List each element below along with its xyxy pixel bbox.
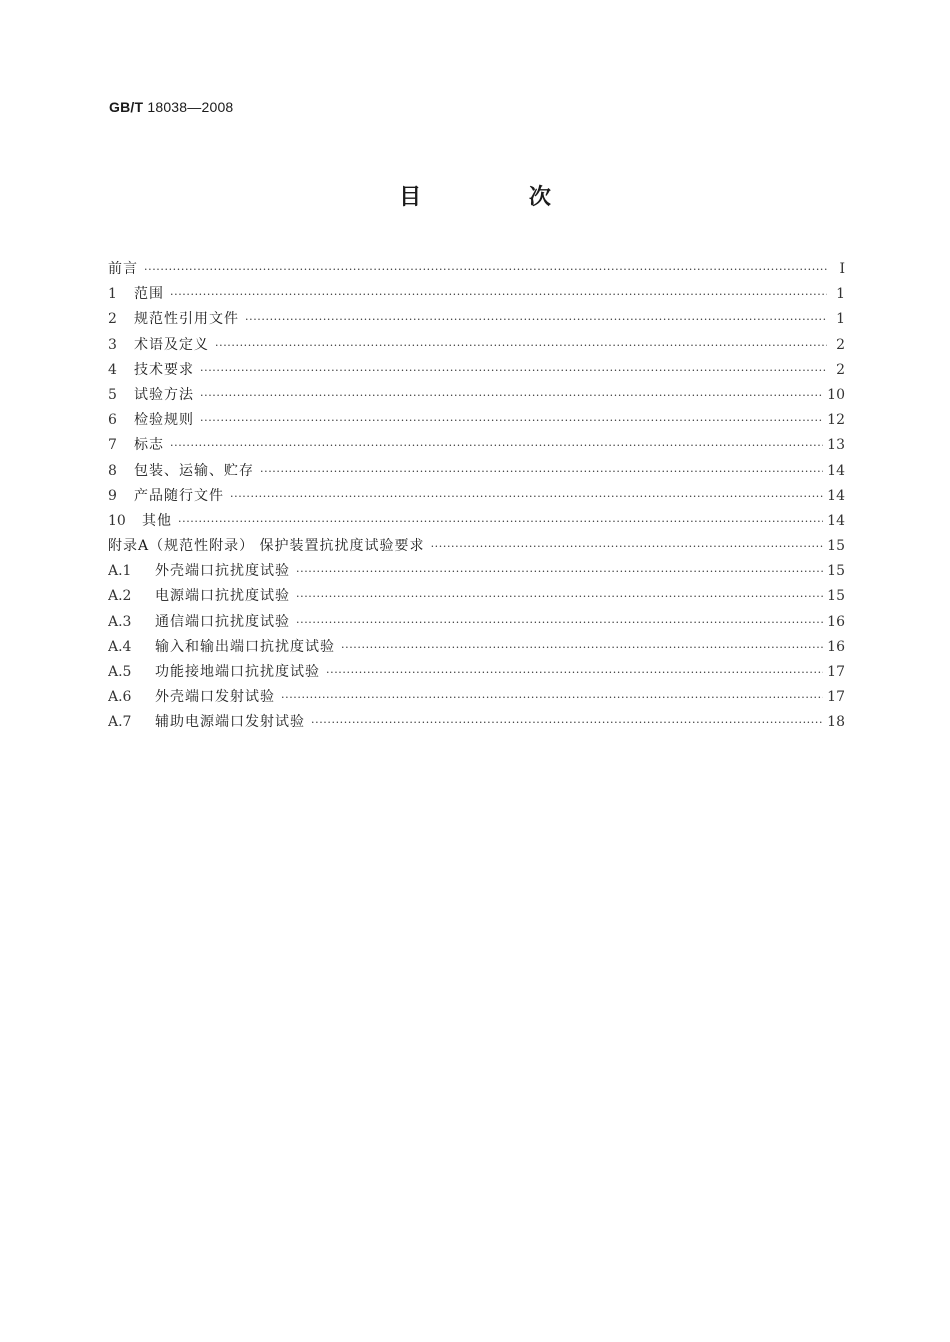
toc-entry-a7[interactable] <box>108 711 845 736</box>
dot-leader <box>178 515 823 528</box>
toc-entry-number: 3 <box>108 336 117 353</box>
toc-entry-number: 2 <box>108 311 117 328</box>
dot-leader <box>296 565 823 578</box>
toc-entry-page: 1 <box>836 311 845 328</box>
toc-entry-text: 技术要求 <box>134 361 194 378</box>
dot-leader <box>296 616 823 629</box>
toc-entry-text: 辅助电源端口发射试验 <box>155 714 305 731</box>
toc-entry-page: Ⅰ <box>839 261 845 277</box>
toc-entry-appendix-a[interactable] <box>108 535 845 560</box>
dot-leader <box>341 641 823 654</box>
toc-entry-number: A.7 <box>108 714 132 731</box>
dot-leader <box>311 716 823 729</box>
toc-entry-4[interactable] <box>108 359 845 384</box>
toc-entry-page: 17 <box>827 689 845 706</box>
toc-entry-text: 外壳端口发射试验 <box>155 689 275 706</box>
toc-entry-text: 标志 <box>134 437 164 454</box>
toc-entry-page: 15 <box>827 538 845 555</box>
toc-entry-1[interactable] <box>108 283 845 308</box>
toc-entry-text: 范围 <box>134 286 164 303</box>
toc-entry-page: 15 <box>827 563 845 580</box>
toc-entry-a5[interactable] <box>108 661 845 686</box>
toc-entry-a6[interactable] <box>108 686 845 711</box>
toc-entry-3[interactable] <box>108 334 845 359</box>
toc-entry-a4[interactable] <box>108 636 845 661</box>
toc-entry-text: 前言 <box>108 261 138 277</box>
toc-entry-text: 输入和输出端口抗扰度试验 <box>155 638 335 655</box>
toc-entry-2[interactable] <box>108 308 845 333</box>
toc-entry-9[interactable] <box>108 485 845 510</box>
toc-entry-number: A.5 <box>108 664 132 680</box>
toc-entry-page: 2 <box>836 361 845 378</box>
toc-entry-text: 规范性引用文件 <box>134 311 239 328</box>
dot-leader <box>144 263 827 276</box>
toc-entry-number: 4 <box>108 361 117 378</box>
toc-entry-text: 检验规则 <box>134 412 194 429</box>
toc-entry-page: 17 <box>827 664 845 680</box>
toc-entry-a3[interactable] <box>108 611 845 636</box>
toc-entry-text: 其他 <box>142 512 172 529</box>
toc-entry-page: 14 <box>827 512 845 529</box>
toc-entry-number: 5 <box>108 386 117 403</box>
toc-entry-number: A.6 <box>108 689 132 706</box>
toc-entry-a2[interactable] <box>108 585 845 610</box>
dot-leader <box>326 666 823 679</box>
dot-leader <box>281 691 823 704</box>
toc-entry-page: 18 <box>827 714 845 731</box>
toc-entry-page: 15 <box>827 588 845 605</box>
toc-entry-text: 功能接地端口抗扰度试验 <box>155 664 320 680</box>
dot-leader <box>215 339 827 352</box>
toc-entry-number: 7 <box>108 437 117 454</box>
standard-number: 18038—2008 <box>147 99 234 115</box>
toc-entry-preface[interactable] <box>108 258 845 283</box>
toc-entry-10[interactable] <box>108 510 845 535</box>
table-of-contents <box>108 258 845 737</box>
dot-leader <box>200 364 827 377</box>
toc-entry-number: 1 <box>108 286 117 303</box>
dot-leader <box>260 465 823 478</box>
dot-leader <box>200 389 823 402</box>
toc-entry-page: 13 <box>827 437 845 454</box>
toc-entry-text: 电源端口抗扰度试验 <box>155 588 290 605</box>
toc-entry-page: 14 <box>827 487 845 504</box>
dot-leader <box>200 414 823 427</box>
toc-entry-text: 外壳端口抗扰度试验 <box>155 563 290 580</box>
toc-entry-number: A.3 <box>108 613 132 630</box>
dot-leader <box>230 490 823 503</box>
dot-leader <box>170 288 827 301</box>
toc-entry-number: 10 <box>108 512 126 529</box>
toc-entry-text: 附录A（规范性附录） 保护装置抗扰度试验要求 <box>108 538 425 555</box>
toc-entry-number: A.2 <box>108 588 132 605</box>
toc-entry-page: 2 <box>836 336 845 353</box>
toc-entry-number: 6 <box>108 412 117 429</box>
toc-entry-7[interactable] <box>108 434 845 459</box>
toc-entry-text: 包装、运输、贮存 <box>134 462 254 479</box>
toc-entry-number: A.1 <box>108 563 132 580</box>
page-title: 目 次 <box>399 185 601 210</box>
toc-entry-page: 10 <box>827 386 845 403</box>
toc-entry-text: 通信端口抗扰度试验 <box>155 613 290 630</box>
toc-entry-5[interactable] <box>108 384 845 409</box>
toc-entry-a1[interactable] <box>108 560 845 585</box>
toc-entry-text: 产品随行文件 <box>134 487 224 504</box>
dot-leader <box>296 590 823 603</box>
toc-entry-number: 8 <box>108 462 117 479</box>
toc-entry-number: 9 <box>108 487 117 504</box>
toc-entry-text: 术语及定义 <box>134 336 209 353</box>
toc-entry-8[interactable] <box>108 460 845 485</box>
dot-leader <box>431 540 824 553</box>
toc-entry-page: 1 <box>836 286 845 303</box>
toc-entry-page: 16 <box>827 613 845 630</box>
toc-entry-text: 试验方法 <box>134 386 194 403</box>
document-header <box>109 99 233 115</box>
toc-entry-page: 12 <box>827 412 845 429</box>
toc-entry-page: 16 <box>827 638 845 655</box>
dot-leader <box>245 313 827 326</box>
toc-entry-page: 14 <box>827 462 845 479</box>
toc-entry-6[interactable] <box>108 409 845 434</box>
toc-entry-number: A.4 <box>108 638 132 655</box>
dot-leader <box>170 439 823 452</box>
standard-prefix: GB/T <box>109 99 144 115</box>
